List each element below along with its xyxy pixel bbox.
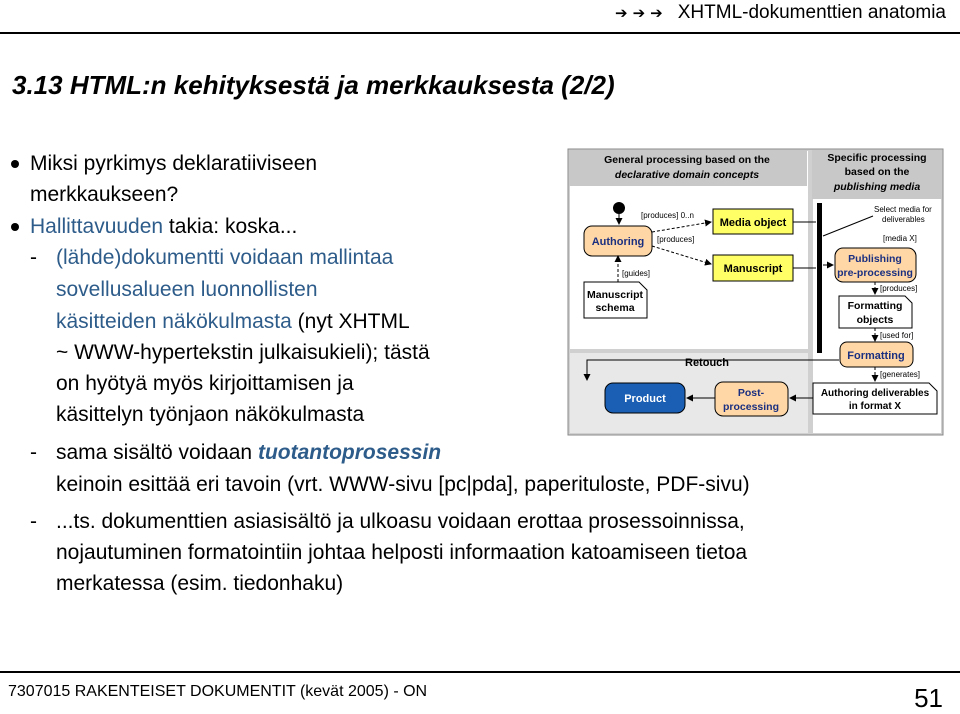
dash-3-line-1: ...ts. dokumenttien asiasisältö ja ulkoasu voidaan erottaa prosessoinnissa, bbox=[56, 510, 745, 533]
right-title-line-1: Specific processing bbox=[827, 152, 927, 164]
select-media-line-1: Select media for bbox=[874, 205, 932, 214]
fork-bar bbox=[817, 203, 822, 353]
product-label: Product bbox=[624, 393, 666, 405]
left-title-line-2: declarative domain concepts bbox=[614, 169, 760, 181]
media-object-label: Media object bbox=[719, 217, 787, 229]
authoring-deliverables-line-2: in format X bbox=[848, 401, 902, 412]
header-title: XHTML-dokumenttien anatomia bbox=[677, 2, 946, 23]
publishing-line-1: Publishing bbox=[848, 253, 902, 265]
dash-2: - bbox=[30, 441, 37, 464]
bullet-1-line-2: merkkaukseen? bbox=[30, 183, 179, 206]
page-title: 3.13 HTML:n kehityksestä ja merkkauksesta (2/2) bbox=[12, 70, 615, 100]
produces-2-label: [produces] bbox=[880, 284, 918, 293]
dash-2-line-1-start: sama sisältö voidaan bbox=[56, 441, 258, 464]
bullet-dot bbox=[11, 160, 19, 168]
manuscript-schema-line-2: schema bbox=[595, 302, 635, 314]
dash-1-line-3-highlight: käsitteiden näkökulmasta bbox=[56, 310, 292, 333]
dash-1-line-5: on hyötyä myös kirjoittamisen ja bbox=[56, 372, 354, 395]
right-title-line-2: based on the bbox=[844, 166, 910, 178]
start-node bbox=[613, 202, 625, 214]
bullet-1-line-1: Miksi pyrkimys deklaratiiviseen bbox=[30, 152, 318, 175]
right-arrow-icon: ➔ bbox=[650, 5, 663, 22]
right-arrow-icon: ➔ bbox=[632, 5, 646, 22]
dash-3-line-3: merkatessa (esim. tiedonhaku) bbox=[56, 572, 344, 595]
post-processing-line-2: processing bbox=[722, 401, 780, 413]
bullet-2-highlight: Hallittavuuden bbox=[30, 215, 164, 238]
generates-label: [generates] bbox=[880, 370, 921, 379]
select-media-line-2: deliverables bbox=[882, 215, 925, 224]
left-title-line-1: General processing based on the bbox=[604, 154, 770, 166]
dash-3-line-2: nojautuminen formatointiin johtaa helposti informaation katoamiseen tietoa bbox=[56, 541, 748, 564]
publishing-process-diagram bbox=[567, 148, 944, 436]
produces-label: [produces] bbox=[657, 235, 695, 244]
bullet-2-line bbox=[30, 215, 297, 239]
formatting-label: Formatting bbox=[847, 350, 905, 362]
produces-0n-label: [produces] 0..n bbox=[641, 211, 694, 220]
guides-label: [guides] bbox=[622, 269, 651, 278]
bullet-dot bbox=[11, 223, 19, 231]
page-number: 51 bbox=[914, 683, 943, 713]
dash-2-line-1 bbox=[56, 441, 441, 465]
authoring-label: Authoring bbox=[591, 236, 645, 248]
used-for-label: [used for] bbox=[880, 331, 914, 340]
dash-1: - bbox=[30, 246, 37, 269]
authoring-deliverables-line-1: Authoring deliverables bbox=[820, 388, 930, 399]
retouch-label: Retouch bbox=[685, 357, 729, 369]
dash-1-line-2: sovellusalueen luonnollisten bbox=[56, 278, 318, 301]
manuscript-label: Manuscript bbox=[723, 263, 783, 275]
dash-1-line-3 bbox=[56, 310, 410, 334]
dash-1-line-1: (lähde)dokumentti voidaan mallintaa bbox=[56, 246, 394, 269]
manuscript-schema-line-1: Manuscript bbox=[586, 289, 644, 301]
dash-1-line-4: ~ WWW-hypertekstin julkaisukieli); tästä bbox=[56, 341, 430, 364]
dash-2-emphasis: tuotantoprosessin bbox=[257, 441, 442, 464]
dash-3: - bbox=[30, 510, 37, 533]
dash-1-line-3-rest: (nyt XHTML bbox=[291, 310, 410, 333]
right-title-line-3: publishing media bbox=[833, 181, 921, 193]
header-rule bbox=[0, 32, 960, 34]
arrows bbox=[615, 4, 668, 22]
footer-rule bbox=[0, 671, 960, 673]
post-processing-line-1: Post- bbox=[737, 387, 765, 399]
formatting-objects-line-1: Formatting bbox=[847, 300, 903, 312]
running-header bbox=[615, 2, 946, 24]
dash-1-line-6: käsittelyn työnjaon näkökulmasta bbox=[56, 403, 365, 426]
footer-text: 7307015 RAKENTEISET DOKUMENTIT (kevät 2005) - ON bbox=[8, 683, 428, 700]
bullet-2-rest: takia: koska... bbox=[163, 215, 298, 238]
media-x-label: [media X] bbox=[883, 234, 917, 243]
dash-2-line-2: keinoin esittää eri tavoin (vrt. WWW-sivu [pc|pda], paperituloste, PDF-sivu) bbox=[56, 473, 750, 496]
right-arrow-icon: ➔ bbox=[615, 5, 628, 22]
publishing-line-2: pre-processing bbox=[837, 267, 913, 279]
formatting-objects-line-2: objects bbox=[856, 314, 894, 326]
